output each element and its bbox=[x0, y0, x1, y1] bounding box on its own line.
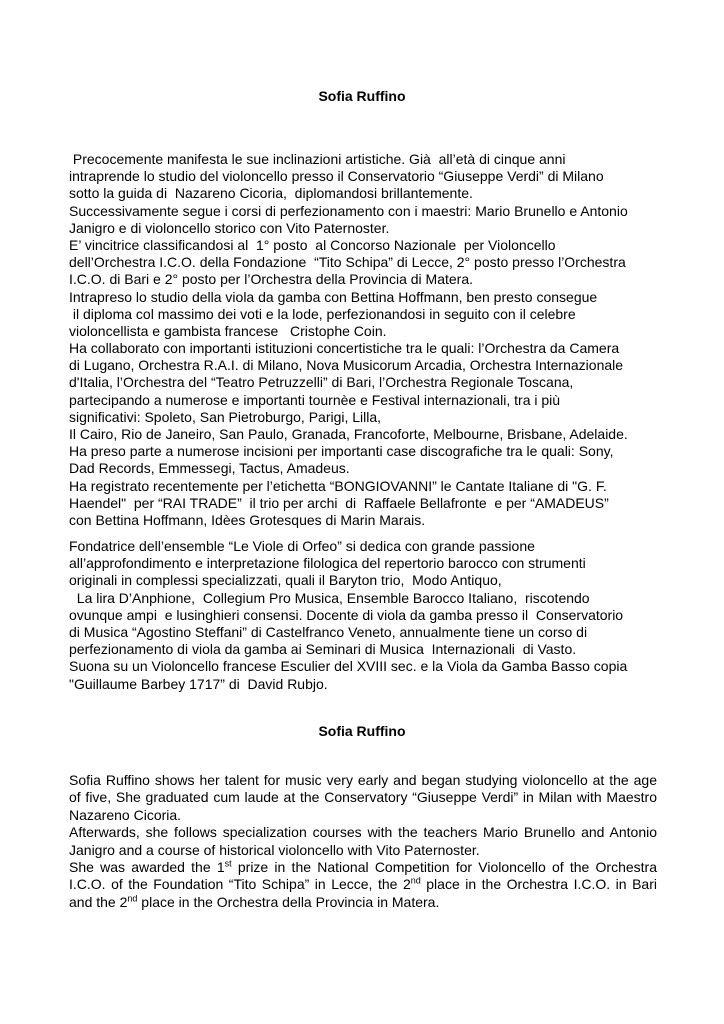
text-line: con Bettina Hoffmann, Idèes Grotesques di Marin Marais. bbox=[69, 511, 426, 528]
text-line: Haendel" per “RAI TRADE” il trio per archi di Raffaele Bellafronte e per “AMADEUS” bbox=[69, 494, 609, 511]
ordinal-superscript: nd bbox=[410, 875, 421, 886]
text-fragment: place in the Orchestra I.C.O. in Bari and the 2 bbox=[69, 876, 657, 910]
text-line: La lira D’Anphione, Collegium Pro Musica, Ensemble Barocco Italiano, riscotendo bbox=[69, 589, 590, 606]
text-line: Ha registrato recentemente per l’etichetta “BONGIOVANNI” le Cantate Italiane di "G. F. bbox=[69, 477, 607, 494]
text-fragment: She was awarded the 1 bbox=[69, 859, 225, 876]
text-line: "Guillaume Barbey 1717” di David Rubjo. bbox=[69, 675, 328, 692]
biography-english-paragraph bbox=[69, 859, 657, 911]
text-line: Ha collaborato con importanti istituzioni concertistiche tra le quali: l’Orchestra da Camera bbox=[69, 340, 620, 357]
text-line: Precocemente manifesta le sue inclinazioni artistiche. Già all’età di cinque anni bbox=[69, 151, 566, 167]
biography-english bbox=[69, 772, 657, 911]
text-line: il diploma col massimo dei voti e la lode, perfezionandosi in seguito con il celebre bbox=[69, 305, 576, 322]
ordinal-superscript: st bbox=[224, 858, 232, 869]
text-fragment: prize in the National Competition for Violoncello of the Orchestra I.C.O. of the Foundation “Tito Schipa” in Lecce, the 2 bbox=[69, 859, 657, 893]
text-line: partecipando a numerose e importanti tournèe e Festival internazionali, tra i più bbox=[69, 391, 561, 408]
text-line: di Lugano, Orchestra R.A.I. di Milano, Nova Musicorum Arcadia, Orchestra Internazionale bbox=[69, 357, 624, 374]
text-line: significativi: Spoleto, San Pietroburgo, Parigi, Lilla, bbox=[69, 408, 382, 425]
text-line: Dad Records, Emmessegi, Tactus, Amadeus. bbox=[69, 460, 350, 477]
text-line: di Musica “Agostino Steffani” di Castelfranco Veneto, annualmente tiene un corso di bbox=[69, 623, 588, 640]
text-line: Ha preso parte a numerose incisioni per importanti case discografiche tra le quali: Sony, bbox=[69, 443, 614, 460]
biography-english-paragraph: Sofia Ruffino shows her talent for music very early and began studying violoncello at the age of five, She graduated cum laude at the Conservatory “Giuseppe Verdi” in Milan with Maestro Nazareno Cicoria. bbox=[69, 772, 657, 823]
text-line: I.C.O. di Bari e 2° posto per l’Orchestra della Provincia di Matera. bbox=[69, 271, 473, 288]
page-title-english: Sofia Ruffino bbox=[318, 723, 406, 739]
text-line: intraprende lo studio del violoncello presso il Conservatorio “Giuseppe Verdi” di Milano bbox=[69, 168, 604, 185]
text-line: Successivamente segue i corsi di perfezionamento con i maestri: Mario Brunello e Antonio bbox=[69, 202, 628, 219]
text-line: originali in complessi specializzati, quali il Baryton trio, Modo Antiquo, bbox=[69, 572, 502, 589]
text-line: E’ vincitrice classificandosi al 1° posto al Concorso Nazionale per Violoncello bbox=[69, 236, 556, 253]
text-line: Il Cairo, Rio de Janeiro, San Paulo, Granada, Francoforte, Melbourne, Brisbane, Adelaide. bbox=[69, 426, 628, 442]
text-line: sotto la guida di Nazareno Cicoria, diplomandosi brillantemente. bbox=[69, 185, 473, 202]
text-line: Intrapreso lo studio della viola da gamba con Bettina Hoffmann, ben presto consegue bbox=[69, 288, 598, 305]
text-line: dell’Orchestra I.C.O. della Fondazione “Tito Schipa” di Lecce, 2° posto presso l’Orchestra bbox=[69, 254, 626, 271]
text-line: d'Italia, l’Orchestra del “Teatro Petruzzelli” di Bari, l’Orchestra Regionale Toscana, bbox=[69, 374, 574, 391]
text-line: perfezionamento di viola da gamba ai Seminari di Musica Internazionali di Vasto. bbox=[69, 641, 577, 658]
text-line: Suona su un Violoncello francese Esculier del XVIII sec. e la Viola da Gamba Basso copia bbox=[69, 658, 628, 675]
ordinal-superscript: nd bbox=[127, 893, 138, 904]
biography-english-paragraph: Afterwards, she follows specialization courses with the teachers Mario Brunello and Antonio Janigro and a course of historical violoncello with Vito Paternoster. bbox=[69, 824, 657, 858]
text-line: ovunque ampi e lusinghieri consensi. Docente di viola da gamba presso il Conservatorio bbox=[69, 606, 624, 623]
text-line: Janigro e di violoncello storico con Vito Paternoster. bbox=[69, 219, 390, 236]
biography-italian-part-1 bbox=[69, 151, 659, 529]
text-line: Fondatrice dell’ensemble “Le Viole di Orfeo” si dedica con grande passione bbox=[69, 538, 535, 554]
page-title-italian: Sofia Ruffino bbox=[318, 88, 406, 104]
text-line: violoncellista e gambista francese Cristophe Coin. bbox=[69, 322, 387, 339]
text-fragment: place in the Orchestra della Provincia in Matera. bbox=[137, 893, 440, 910]
biography-italian-part-2 bbox=[69, 538, 659, 693]
text-line: all’approfondimento e interpretazione filologica del repertorio barocco con strumenti bbox=[69, 555, 586, 572]
